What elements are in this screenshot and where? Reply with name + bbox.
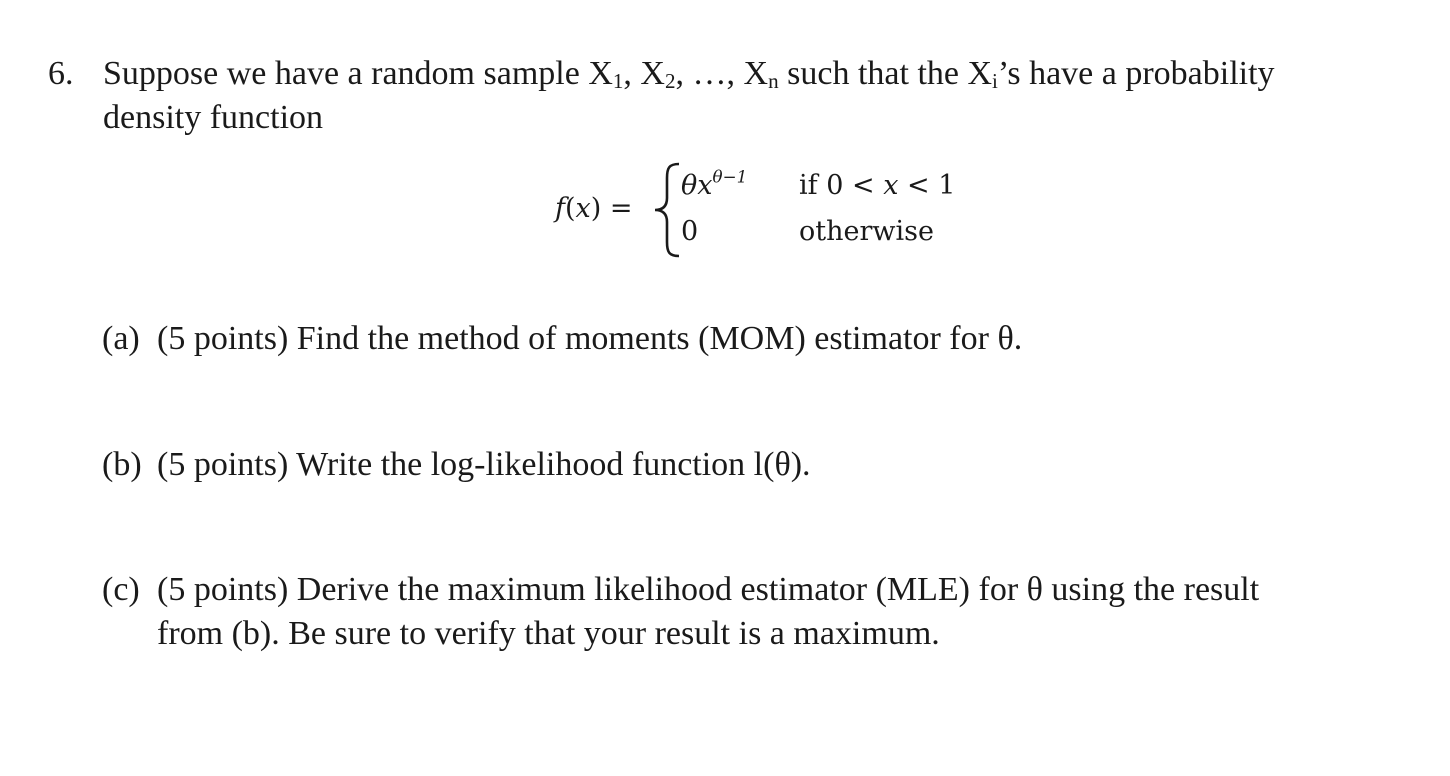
case-1-base: θx: [681, 170, 713, 201]
case-1-cond-if: if 0 <: [799, 170, 884, 201]
question-text-e: ’s have a probability: [997, 55, 1275, 92]
subscript-n: n: [768, 69, 779, 94]
case-1-cond-end: < 1: [898, 170, 956, 201]
case-1-condition: [799, 170, 955, 201]
part-c-line-1: (5 points) Derive the maximum likelihood estimator (MLE) for θ using the result: [157, 571, 1260, 608]
formula-paren-open: (: [565, 193, 576, 224]
question-line-2: density function: [103, 99, 324, 136]
part-a-label: (a): [102, 320, 140, 357]
part-c-text: [157, 568, 1259, 656]
formula-f: f: [555, 193, 565, 224]
question-text-c: , …, X: [675, 55, 769, 92]
subscript-1: 1: [612, 69, 624, 94]
part-b-text: (5 points) Write the log-likelihood function l(θ).: [157, 446, 811, 483]
subscript-2: 2: [664, 69, 676, 94]
case-2-expression: 0: [681, 216, 699, 247]
part-c-line-2: from (b). Be sure to verify that your result is a maximum.: [157, 615, 940, 652]
question-text-a: Suppose we have a random sample X: [103, 55, 613, 92]
question-line-1: [103, 52, 1403, 96]
subscript-i: i: [992, 69, 998, 94]
case-2-condition: otherwise: [799, 216, 934, 247]
formula-x: x: [575, 193, 591, 224]
question-text-b: , X: [623, 55, 665, 92]
density-formula: [555, 160, 975, 270]
case-1-exponent: θ−1: [712, 166, 748, 187]
formula-lhs: [555, 193, 633, 224]
question-text-d: such that the X: [778, 55, 993, 92]
question-prompt: [103, 52, 1403, 140]
case-1-expression: [681, 166, 748, 201]
part-b-label: (b): [102, 446, 142, 483]
formula-paren-close: ) =: [590, 193, 633, 224]
part-c-label: (c): [102, 571, 140, 608]
question-number: 6.: [48, 55, 74, 92]
case-1-cond-x: x: [883, 170, 899, 201]
part-a-text: (5 points) Find the method of moments (MOM) estimator for θ.: [157, 320, 1023, 357]
